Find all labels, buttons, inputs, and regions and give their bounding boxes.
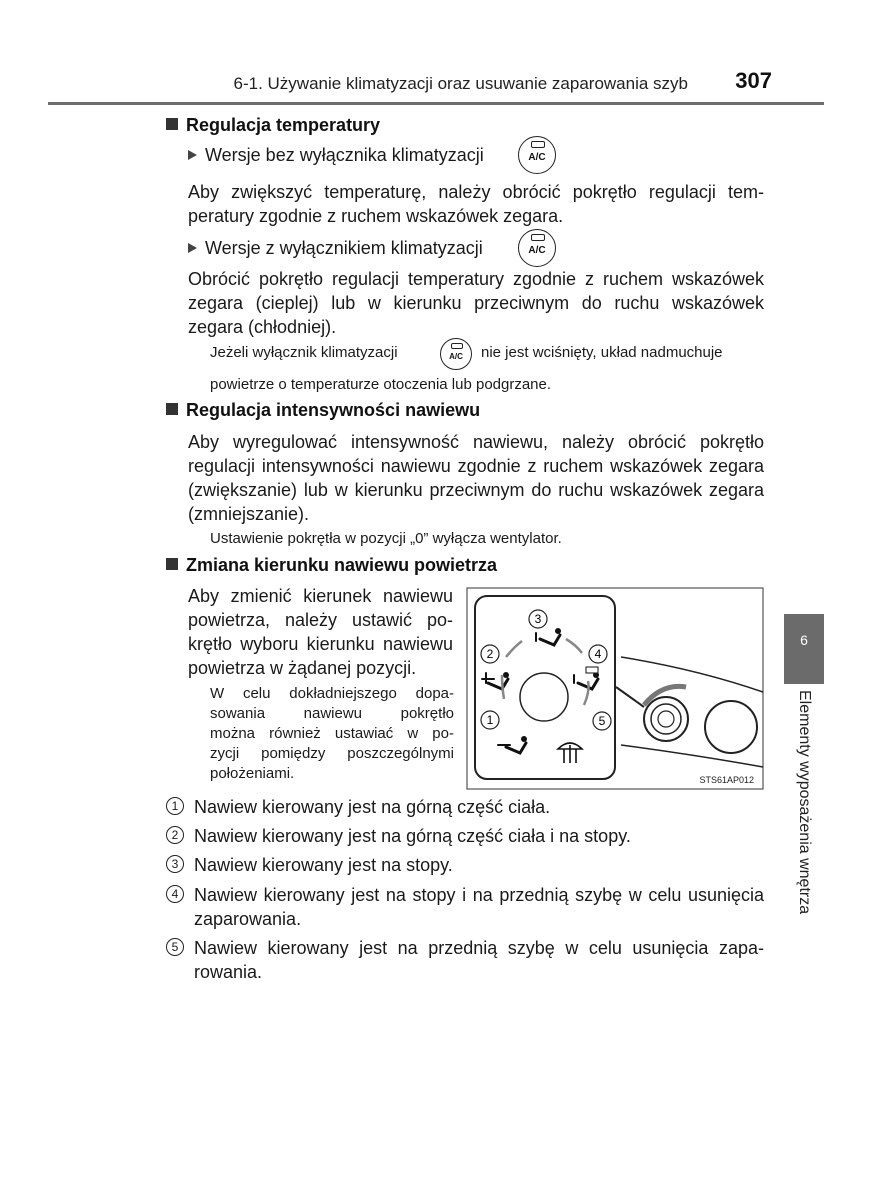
text-line: W celu dokładniejszego dopa- xyxy=(210,685,454,702)
chapter-label: Elementy wyposażenia wnętrza xyxy=(796,690,813,915)
list-item xyxy=(166,795,764,819)
text-line: regulacji intensywności nawiewu zgodnie z ruchem wskazówek zegara xyxy=(188,456,764,476)
position-label-4: 4 xyxy=(594,647,602,661)
note-intermediate-positions xyxy=(210,684,454,784)
chapter-tab xyxy=(784,614,824,684)
square-bullet-icon xyxy=(166,403,178,415)
ac-button-icon: A/C xyxy=(440,338,472,370)
subheading-text: Wersje z wyłącznikiem klimatyzacji xyxy=(205,238,483,258)
chapter-title: 6-1. Używanie klimatyzacji oraz usuwanie zaparowania szyb xyxy=(233,74,688,93)
list-item xyxy=(166,824,764,848)
list-item xyxy=(166,883,764,931)
text-line: Aby zmienić kierunek nawiewu xyxy=(188,586,453,606)
position-label-2: 2 xyxy=(486,647,494,661)
list-item xyxy=(166,853,764,877)
page-header xyxy=(48,62,824,105)
note-ac-line2: powietrze o temperaturze otoczenia lub podgrzane. xyxy=(210,376,552,393)
paragraph-temperature-2 xyxy=(188,267,764,339)
triangle-bullet-icon xyxy=(188,243,197,253)
paragraph-fan-speed xyxy=(188,430,764,526)
text-line: położeniami. xyxy=(210,765,295,782)
triangle-bullet-icon xyxy=(188,150,197,160)
item-number: 5 xyxy=(166,938,184,956)
item-number: 3 xyxy=(166,855,184,873)
text-line: zegara (chłodniej). xyxy=(188,317,337,337)
text-line: sowania nawiewu pokrętło xyxy=(210,705,454,722)
subheading-no-ac-switch xyxy=(188,145,484,166)
text-line: zycji pomiędzy poszczególnymi xyxy=(210,745,454,762)
ac-button-icon: A/C xyxy=(518,136,556,174)
heading-temperature xyxy=(166,115,380,136)
text-line: powietrza, należy ustawić po- xyxy=(188,610,453,630)
figure-code: STS61AP012 xyxy=(699,775,754,785)
text-line: można również ustawiać w po- xyxy=(210,725,454,742)
item-number: 1 xyxy=(166,797,184,815)
item-text: Nawiew kierowany jest na stopy i na przednią szybę w celu usunięcia xyxy=(194,885,764,905)
square-bullet-icon xyxy=(166,118,178,130)
page-number: 307 xyxy=(735,68,772,93)
heading-fan-speed xyxy=(166,400,480,421)
item-number: 4 xyxy=(166,885,184,903)
item-text: Nawiew kierowany jest na przednią szybę w celu usunięcia zapa- xyxy=(194,938,764,958)
dial-knob xyxy=(520,673,568,721)
text-line: (zwiększanie) lub w kierunku przeciwnym do ruchu wskazówek zegara xyxy=(188,480,764,500)
heading-text: Zmiana kierunku nawiewu powietrza xyxy=(186,555,498,575)
item-text: Nawiew kierowany jest na górną część ciała. xyxy=(194,797,551,817)
position-label-3: 3 xyxy=(534,612,542,626)
position-label-5: 5 xyxy=(598,714,606,728)
position-label-1: 1 xyxy=(486,713,494,727)
note-ac-line1-end xyxy=(481,344,723,361)
heading-air-direction xyxy=(166,555,497,576)
subheading-text: Wersje bez wyłącznika klimatyzacji xyxy=(205,145,484,165)
paragraph-air-direction xyxy=(188,584,453,680)
ac-button-icon: A/C xyxy=(518,229,556,267)
text-line: Aby wyregulować intensywność nawiewu, należy obrócić pokrętło xyxy=(188,432,764,452)
text-line: powietrza w żądanej pozycji. xyxy=(188,658,417,678)
heading-text: Regulacja intensywności nawiewu xyxy=(186,400,481,420)
list-item xyxy=(166,936,764,984)
square-bullet-icon xyxy=(166,558,178,570)
item-text: Nawiew kierowany jest na stopy. xyxy=(194,855,453,875)
text-line: Obrócić pokrętło regulacji temperatury zgodnie z ruchem wskazówek xyxy=(188,269,764,289)
item-text-cont: rowania. xyxy=(194,962,263,982)
note-text: nie jest wciśnięty, układ nadmuchuje xyxy=(481,344,723,361)
text-line: peratury zgodnie z ruchem wskazówek zegara. xyxy=(188,206,564,226)
text-line: (zmniejszanie). xyxy=(188,504,310,524)
item-text-cont: zaparowania. xyxy=(194,909,302,929)
subheading-with-ac-switch xyxy=(188,238,483,259)
note-text: Jeżeli wyłącznik klimatyzacji xyxy=(210,344,398,361)
text-line: zegara (cieplej) lub w kierunku przeciwnym do ruchu wskazówek xyxy=(188,293,764,313)
text-line: krętło wyboru kierunku nawiewu xyxy=(188,634,453,654)
chapter-number: 6 xyxy=(800,632,808,648)
note-fan-off: Ustawienie pokrętła w pozycji „0” wyłącza wentylator. xyxy=(210,530,562,547)
note-ac-line1 xyxy=(210,344,398,361)
heading-text: Regulacja temperatury xyxy=(186,115,381,135)
text-line: Aby zwiększyć temperaturę, należy obrócić pokrętło regulacji tem- xyxy=(188,182,764,202)
item-number: 2 xyxy=(166,826,184,844)
item-text: Nawiew kierowany jest na górną część ciała i na stopy. xyxy=(194,826,631,846)
paragraph-temperature-1 xyxy=(188,180,764,228)
air-direction-dial-figure xyxy=(466,587,764,790)
